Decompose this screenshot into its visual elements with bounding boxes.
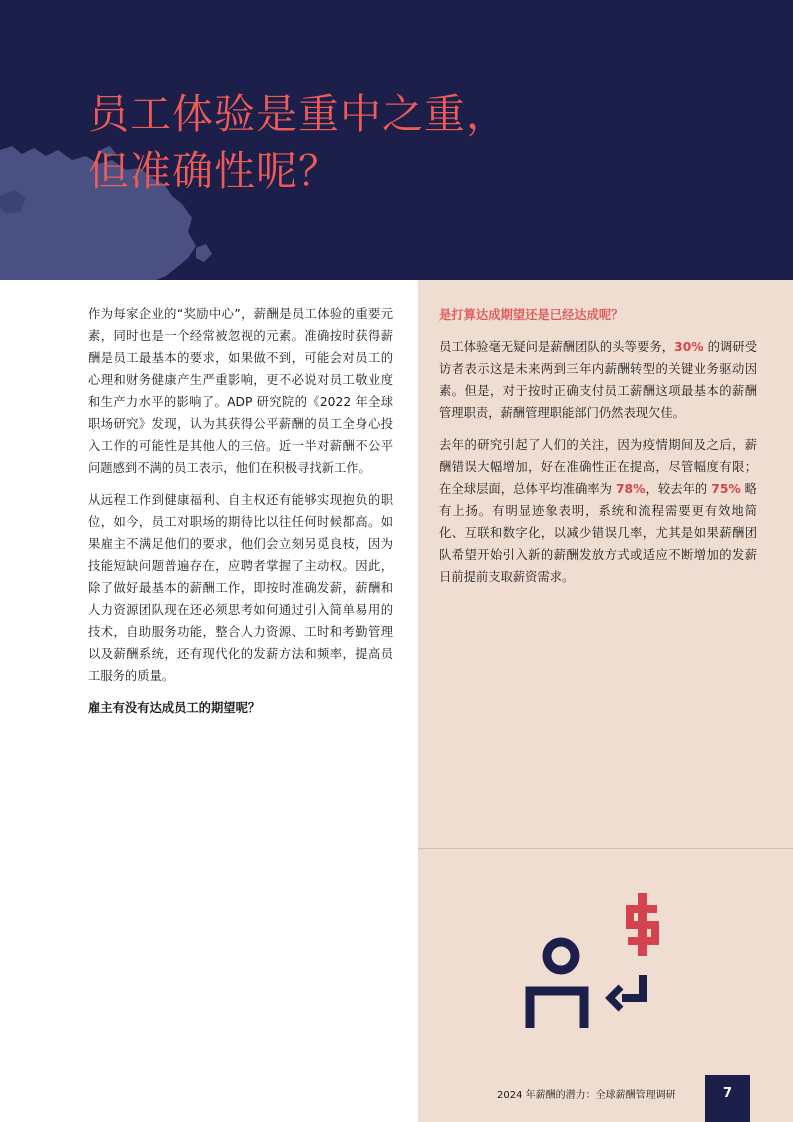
sidebar-paragraph-2 <box>439 434 757 588</box>
sidebar-p1-text-b: 的调研受访者表示这是未来两到三年内薪酬转型的关键业务驱动因素。但是，对于按时正确支付员工薪酬这项最基本的薪酬管理职责，薪酬管理职能部门仍然表现欠佳。 <box>439 340 757 420</box>
sidebar-panel <box>418 280 793 1122</box>
title-line-2: 但准确性呢？ <box>88 147 340 195</box>
hero-banner <box>0 0 793 280</box>
title-line-1: 员工体验是重中之重， <box>88 90 508 138</box>
sidebar-divider <box>418 848 793 849</box>
body-paragraph-1: 作为每家企业的“奖励中心”，薪酬是员工体验的重要元素，同时也是一个经常被忽视的元素。准确按时获得薪酬是员工最基本的要求，如果做不到，可能会对员工的心理和财务健康产生严重影响，更不必说对员工敬业度和生产力水平的影响了。ADP 研究院的《2022 年全球职场研究》发现，认为其获得公平薪酬的员工全身心投入工作的可能性是其他人的三倍。近一半对薪酬不公平问题感到不满的员工表示，他们在积极寻找新工作。 <box>88 307 393 475</box>
sidebar-p1-text-a: 员工体验毫无疑问是薪酬团队的头等要务， <box>439 340 675 354</box>
return-arrow-icon <box>610 975 643 1009</box>
body-paragraph-2: 从远程工作到健康福利、自主权还有能够实现抱负的职位，如今，员工对职场的期待比以往任何时候都高。如果雇主不满足他们的要求，他们会立刻另觅良枝，因为技能短缺问题普遍存在，应聘者掌握了主动权。因此，除了做好最基本的薪酬工作，即按时准确发薪，薪酬和人力资源团队现在还必须思考如何通过引入简单易用的技术，自助服务功能，整合人力资源、工时和考勤管理以及薪酬系统，还有现代化的发薪方法和频率，提高员工服务的质量。 <box>88 493 393 683</box>
sidebar-p2-text-c: 略有上扬。有明显迹象表明，系统和流程需要更有效地简化、互联和数字化，以减少错误几率，尤其是如果薪酬团队希望开始引入新的薪酬发放方式或适应不断增加的发薪日前提前支取薪资需求。 <box>439 482 757 584</box>
dollar-icon <box>628 893 657 956</box>
stat-30-percent: 30% <box>674 340 704 354</box>
section-subheading: 雇主有没有达成员工的期望呢？ <box>88 701 261 715</box>
sidebar-heading: 是打算达成期望还是已经达成呢？ <box>439 308 624 322</box>
stat-75-percent: 75% <box>711 482 741 496</box>
page-number: 7 <box>705 1075 750 1122</box>
stat-78-percent: 78% <box>616 482 646 496</box>
sidebar-paragraph-1 <box>439 336 757 424</box>
sidebar-p2-text-b: ，较去年的 <box>645 482 712 496</box>
payroll-illustration <box>518 888 678 1033</box>
main-column <box>88 303 393 729</box>
page-title <box>88 86 508 200</box>
person-icon <box>530 942 584 1028</box>
sidebar-p2-text-a: 去年的研究引起了人们的关注，因为疫情期间及之后，薪酬错误大幅增加，好在准确性正在提高，尽管幅度有限；在全球层面，总体平均准确率为 <box>439 438 757 496</box>
sidebar-content <box>439 304 757 598</box>
footer-report-title: 2024 年薪酬的潜力：全球薪酬管理调研 <box>497 1090 676 1101</box>
